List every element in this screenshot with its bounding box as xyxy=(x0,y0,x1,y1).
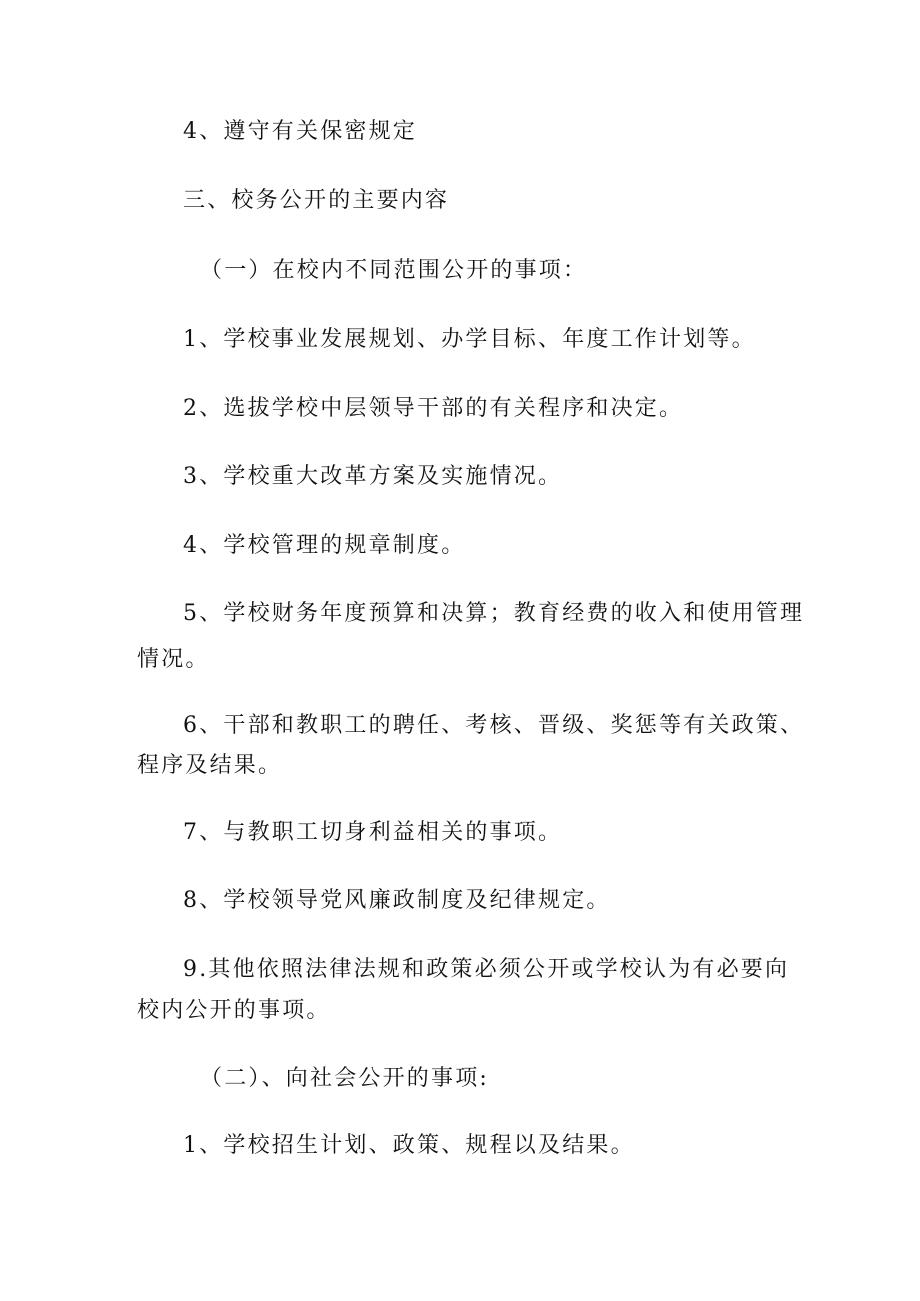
list-item-4: 4、学校管理的规章制度。 xyxy=(183,533,466,558)
list-item-7: 7、与教职工切身利益相关的事项。 xyxy=(183,820,563,845)
section-heading-main-content: 三、校务公开的主要内容 xyxy=(183,188,450,213)
list-item-1: 1、学校事业发展规划、办学目标、年度工作计划等。 xyxy=(183,327,756,352)
subsection-heading-public: （二）、向社会公开的事项: xyxy=(200,1066,490,1091)
list-item-2: 2、选拔学校中层领导干部的有关程序和决定。 xyxy=(183,396,684,421)
public-list-item-1: 1、学校招生计划、政策、规程以及结果。 xyxy=(183,1133,635,1158)
list-item-3: 3、学校重大改革方案及实施情况。 xyxy=(183,464,563,489)
list-item-5-line-1: 5、学校财务年度预算和决算；教育经费的收入和使用管理 xyxy=(183,601,805,626)
list-item-9-line-1: 9.其他依照法律法规和政策必须公开或学校认为有必要向 xyxy=(183,957,790,982)
list-item-5-line-2: 情况。 xyxy=(137,647,210,672)
list-item-6-line-2: 程序及结果。 xyxy=(137,753,283,778)
paragraph-confidentiality-rule: 4、遵守有关保密规定 xyxy=(183,119,417,144)
list-item-8: 8、学校领导党风廉政制度及纪律规定。 xyxy=(183,888,611,913)
list-item-9-line-2: 校内公开的事项。 xyxy=(137,998,331,1023)
subsection-heading-internal: （一）在校内不同范围公开的事项： xyxy=(200,258,588,283)
list-item-6-line-1: 6、干部和教职工的聘任、考核、晋级、奖惩等有关政策、 xyxy=(183,713,805,738)
